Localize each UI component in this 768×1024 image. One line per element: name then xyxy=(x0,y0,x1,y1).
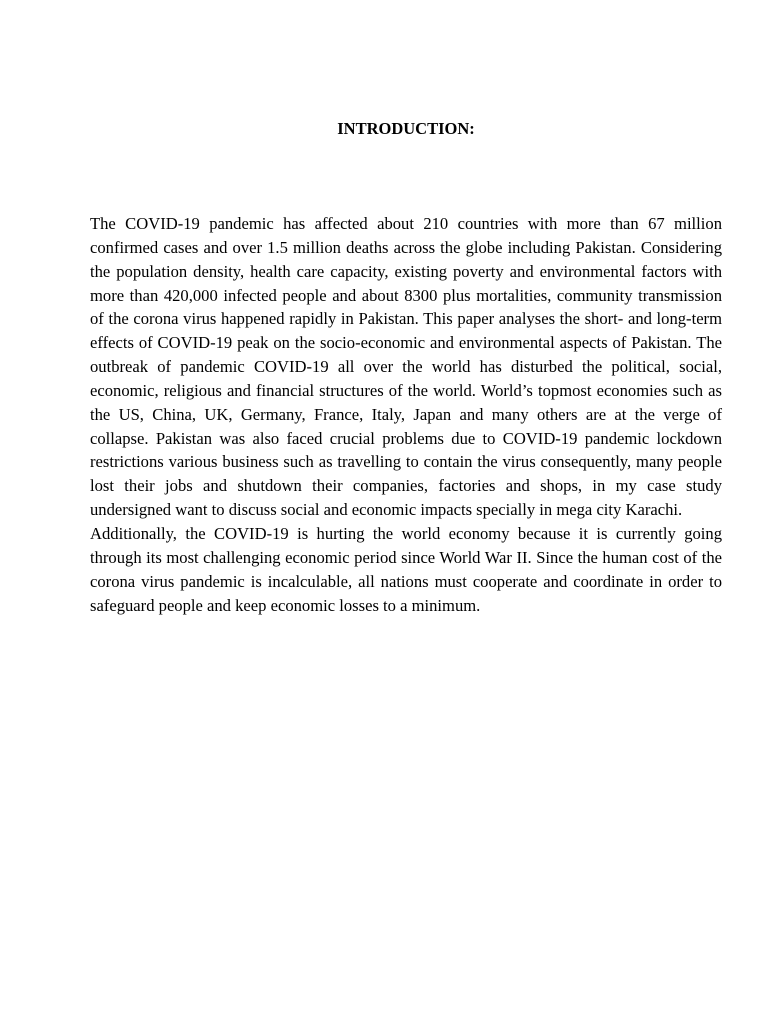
paragraph-2: Additionally, the COVID-19 is hurting the world economy because it is currently going through its most challenging economic period since World War II. Since the human cost of the corona virus pandemic is incalculable, all nations must cooperate and coordinate in order to safeguard people and keep economic losses to a minimum. xyxy=(90,523,722,615)
section-heading: INTRODUCTION: xyxy=(337,119,475,138)
body-text xyxy=(90,212,722,617)
paragraph-1: The COVID-19 pandemic has affected about 210 countries with more than 67 million confirmed cases and over 1.5 million deaths across the globe including Pakistan. Considering the population density, health care capacity, existing poverty and environmental factors with more than 420,000 infected people and about 8300 plus mortalities, community transmission of the corona virus happened rapidly in Pakistan. This paper analyses the short- and long-term effects of COVID-19 peak on the socio-economic and environmental aspects of Pakistan. The outbreak of pandemic COVID-19 all over the world has disturbed the political, social, economic, religious and financial structures of the world. World’s topmost economies such as the US, China, UK, Germany, France, Italy, Japan and many others are at the verge of collapse. Pakistan was also faced crucial problems due to COVID-19 pandemic lockdown restrictions various business such as travelling to contain the virus consequently, many people lost their jobs and shutdown their companies, factories and shops, in my case study undersigned want to discuss social and economic impacts specially in mega city Karachi. xyxy=(90,214,722,520)
